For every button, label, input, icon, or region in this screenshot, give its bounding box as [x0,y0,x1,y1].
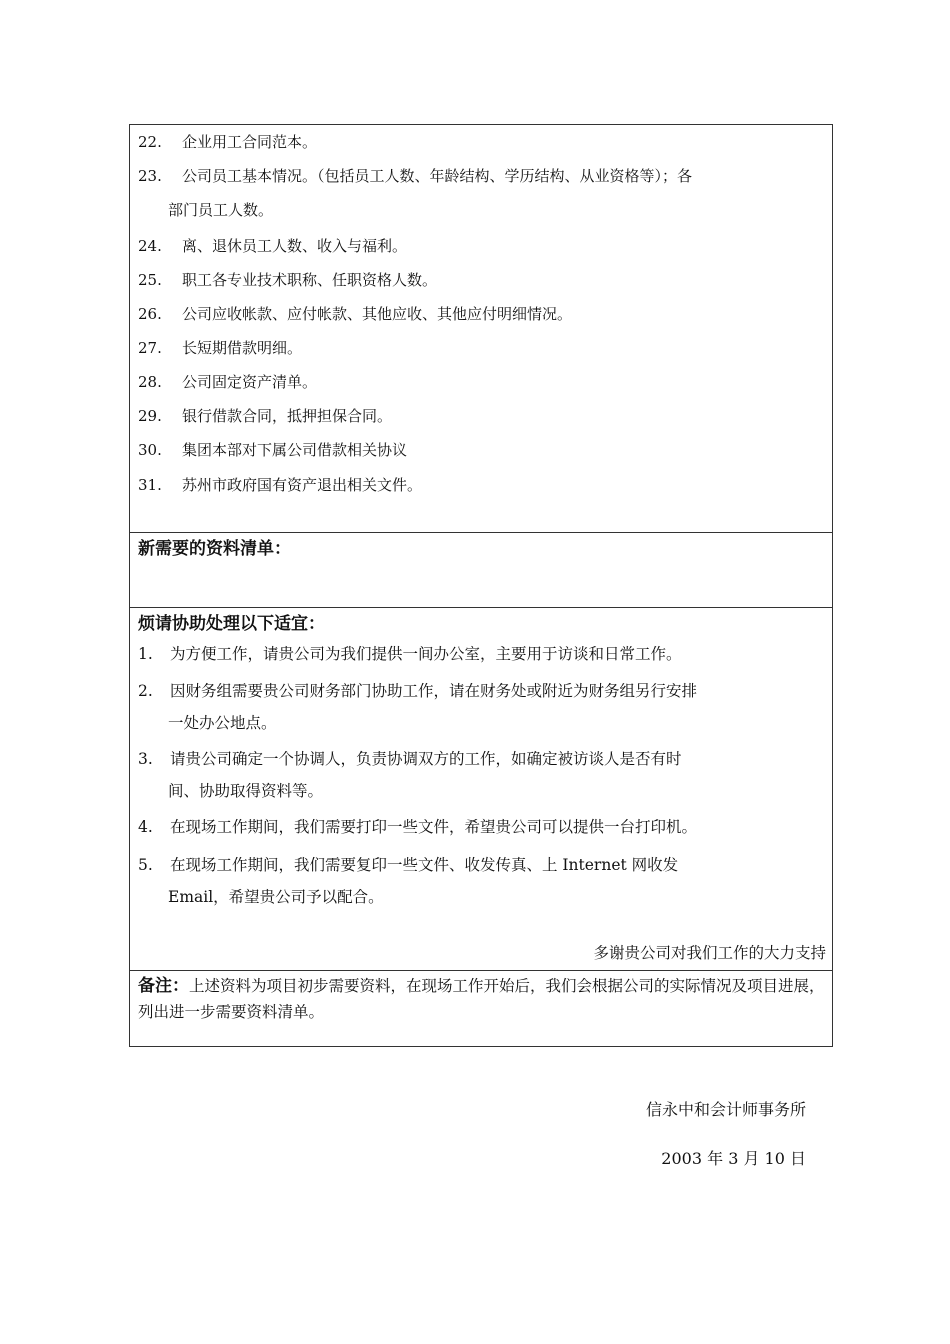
item-text: 苏州市政府国有资产退出相关文件。 [182,476,423,494]
list-item [138,675,826,739]
list-item [138,365,826,399]
list-item [138,159,826,227]
list-item [138,125,826,159]
item-text: 公司固定资产清单。 [182,373,318,391]
list-item [138,297,826,331]
item-text: 请贵公司确定一个协调人，负责协调双方的工作，如确定被访谈人是否有时 [170,750,682,768]
item-number: 3. [138,750,153,768]
item-text-continued: 间、协助取得资料等。 [168,782,324,800]
item-number: 4. [138,818,153,836]
item-text: 职工各专业技术职称、任职资格人数。 [182,271,438,289]
list-item [138,331,826,365]
signature-org: 信永中和会计师事务所 [645,1100,806,1119]
list-item [138,811,826,843]
item-text: 公司员工基本情况。（包括员工人数、年龄结构、学历结构、从业资格等）；各 [182,167,693,185]
item-text: 银行借款合同，抵押担保合同。 [182,407,393,425]
note-body: 上述资料为项目初步需要资料，在现场工作开始后，我们会根据公司的实际情况及项目进展，列出进一步需要资料清单。 [138,977,825,1021]
item-text: 在现场工作期间，我们需要打印一些文件，希望贵公司可以提供一台打印机。 [170,818,698,836]
item-text: 离、退休员工人数、收入与福利。 [182,237,408,255]
item-number: 22. [138,133,162,151]
item-number: 23. [138,167,162,185]
note-section [129,970,833,1047]
signature-date: 2003 年 3 月 10 日 [661,1149,806,1168]
item-number: 26. [138,305,162,323]
item-text: 企业用工合同范本。 [182,133,318,151]
new-list-section [129,532,833,608]
item-number: 25. [138,271,162,289]
item-text: 长短期借款明细。 [182,339,303,357]
thanks-text: 多谢贵公司对我们工作的大力支持 [593,944,826,962]
list-item [138,638,826,670]
item-number: 2. [138,682,153,700]
list-item [138,399,826,433]
list-item [138,229,826,263]
item-number: 28. [138,373,162,391]
list-item [138,468,826,502]
item-number: 27. [138,339,162,357]
item-text: 为方便工作，请贵公司为我们提供一间办公室，主要用于访谈和日常工作。 [170,645,682,663]
item-text-continued: 一处办公地点。 [168,714,277,732]
document-list-section [129,124,833,533]
item-text: 集团本部对下属公司借款相关协议 [182,441,408,459]
note-label: 备注： [138,976,189,996]
list-item [138,743,826,807]
item-number: 30. [138,441,162,459]
item-text-continued: Email，希望贵公司予以配合。 [168,888,384,906]
item-number: 29. [138,407,162,425]
item-text-continued: 部门员工人数。 [168,201,274,219]
item-number: 24. [138,237,162,255]
item-number: 1. [138,645,153,663]
list-item [138,433,826,467]
item-text: 因财务组需要贵公司财务部门协助工作，请在财务处或附近为财务组另行安排 [170,682,698,700]
list-item [138,263,826,297]
item-text: 公司应收帐款、应付帐款、其他应收、其他应付明细情况。 [182,305,573,323]
item-text: 在现场工作期间，我们需要复印一些文件、收发传真、上 Internet 网收发 [170,856,679,874]
section-heading: 新需要的资料清单： [138,539,291,559]
section-heading: 烦请协助处理以下适宜： [138,614,325,634]
list-item [138,849,826,913]
assist-section [129,607,833,971]
item-number: 5. [138,856,153,874]
item-number: 31. [138,476,162,494]
note-text [138,973,826,1025]
